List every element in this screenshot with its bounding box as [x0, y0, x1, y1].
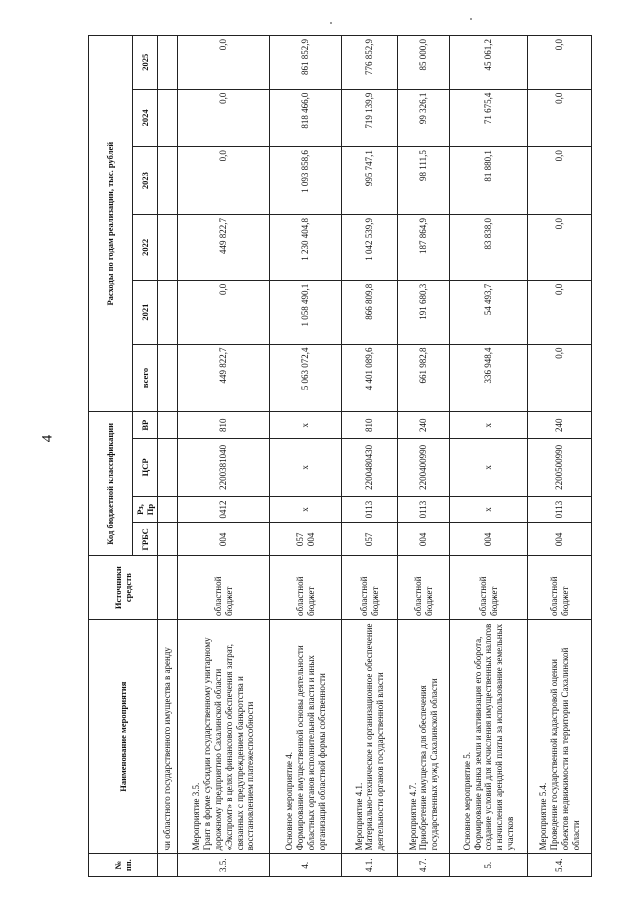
row-name: Мероприятие 5.4. Проведение государственной кадастровой оценки объектов недвижимости на территории Сахалинской области: [528, 620, 592, 854]
header-name: Наименование мероприятия: [89, 620, 158, 854]
row-2024: 818 466,0: [270, 89, 342, 147]
row-total: 4 401 089,6: [342, 344, 398, 412]
header-source: Источники средств: [89, 556, 158, 620]
row-source: областной бюджет: [178, 556, 270, 620]
row-source: областной бюджет: [450, 556, 528, 620]
row-2022: 449 822,7: [178, 215, 270, 281]
row-number: 4.: [270, 854, 342, 877]
row-number: 3.5.: [178, 854, 270, 877]
row-vr: 240: [398, 412, 450, 439]
row-2023: 98 111,5: [398, 147, 450, 215]
row-rz: 0113: [528, 496, 592, 523]
row-vr: 810: [342, 412, 398, 439]
header-grbs: ГРБС: [133, 523, 158, 556]
header-kbk: Код бюджетной классификации: [89, 412, 133, 556]
header-2021: 2021: [133, 280, 158, 344]
row-rz: 0412: [178, 496, 270, 523]
row-rz: 0113: [342, 496, 398, 523]
row-2024: 99 326,1: [398, 89, 450, 147]
header-2025: 2025: [133, 36, 158, 90]
row-grbs: 057: [342, 523, 398, 556]
row-2021: 0,0: [528, 280, 592, 344]
table-row: [528, 36, 592, 877]
row-number: 4.1.: [342, 854, 398, 877]
table-row: [178, 36, 270, 877]
row-2025: 861 852,9: [270, 36, 342, 90]
row-total: 661 982,8: [398, 344, 450, 412]
row-2022: 83 838,0: [450, 215, 528, 281]
table-row: [450, 36, 528, 877]
row-csr: 2200400990: [398, 439, 450, 497]
header-2024: 2024: [133, 89, 158, 147]
row-2021: 191 680,3: [398, 280, 450, 344]
row-2024: 719 139,9: [342, 89, 398, 147]
header-total: всего: [133, 344, 158, 412]
row-2022: 1 042 539,9: [342, 215, 398, 281]
row-number: 5.4.: [528, 854, 592, 877]
row-total: 449 822,7: [178, 344, 270, 412]
row-rz: 0113: [398, 496, 450, 523]
header-csr: ЦСР: [133, 439, 158, 497]
row-2021: 54 493,7: [450, 280, 528, 344]
row-name: Мероприятие 4.7. Приобретение имущества для обеспечения государственных нужд Сахалинской области: [398, 620, 450, 854]
row-2025: 0,0: [178, 36, 270, 90]
row-number: 4.7.: [398, 854, 450, 877]
table-row: [342, 36, 398, 877]
row-total: 336 948,4: [450, 344, 528, 412]
row-total: 0,0: [528, 344, 592, 412]
row-source: областной бюджет: [342, 556, 398, 620]
row-name: Основное мероприятие 5. Формирование рынка земли и активизация его оборота, создание условий для исчисления имущественных налогов и начисления арендной платы за использование земельных участков: [450, 620, 528, 854]
row-rz: х: [450, 496, 528, 523]
row-csr: х: [270, 439, 342, 497]
row-csr: 2200480430: [342, 439, 398, 497]
row-2024: 0,0: [528, 89, 592, 147]
row-2022: 0,0: [528, 215, 592, 281]
header-rz: Рз, Пр: [133, 496, 158, 523]
header-vr: ВР: [133, 412, 158, 439]
row-2024: 0,0: [178, 89, 270, 147]
row-grbs: 057 004: [270, 523, 342, 556]
row-2025: 776 852,9: [342, 36, 398, 90]
header-2022: 2022: [133, 215, 158, 281]
row-2024: 71 675,4: [450, 89, 528, 147]
page-number: 4: [39, 434, 56, 443]
row-2023: 1 093 858,6: [270, 147, 342, 215]
row-name: Мероприятие 4.1. Материально-техническое и организационное обеспечение деятельности органов государственной власти: [342, 620, 398, 854]
continuation-row: [158, 36, 178, 877]
row-csr: 2200500990: [528, 439, 592, 497]
budget-table-rotated: [88, 35, 581, 877]
row-rz: х: [270, 496, 342, 523]
row-2022: 1 230 404,8: [270, 215, 342, 281]
row-vr: х: [450, 412, 528, 439]
row-2021: 1 058 490,1: [270, 280, 342, 344]
row-2023: 81 880,1: [450, 147, 528, 215]
row-2025: 45 061,2: [450, 36, 528, 90]
row-2025: 0,0: [528, 36, 592, 90]
table-row: [270, 36, 342, 877]
row-2022: 187 864,9: [398, 215, 450, 281]
row-vr: 810: [178, 412, 270, 439]
row-2025: 85 000,0: [398, 36, 450, 90]
row-2023: 0,0: [178, 147, 270, 215]
row-2023: 0,0: [528, 147, 592, 215]
budget-table: [88, 35, 592, 877]
row-2023: 995 747,1: [342, 147, 398, 215]
row-grbs: 004: [178, 523, 270, 556]
rotated-page-area: [88, 0, 633, 904]
continuation-text: чи областного государственного имущества в аренду: [158, 620, 178, 854]
row-grbs: 004: [398, 523, 450, 556]
row-csr: 2200381040: [178, 439, 270, 497]
row-name: Основное мероприятие 4. Формирование имущественной основы деятельности областных органов исполнительной власти и иных организаций областной формы собственности: [270, 620, 342, 854]
header-expenses: Расходы по годам реализации, тыс. рублей: [89, 36, 133, 412]
row-source: областной бюджет: [270, 556, 342, 620]
row-source: областной бюджет: [398, 556, 450, 620]
row-name: Мероприятие 3.5. Грант в форме субсидии государственному унитарному дорожному предприятию Сахалинской области «Экспромт» в целях финансового обеспечения затрат, связанных с предупреждением банкротства и восстановлением платежеспособности: [178, 620, 270, 854]
table-row: [398, 36, 450, 877]
row-vr: 240: [528, 412, 592, 439]
header-2023: 2023: [133, 147, 158, 215]
row-source: областной бюджет: [528, 556, 592, 620]
row-2021: 0,0: [178, 280, 270, 344]
row-2021: 866 809,8: [342, 280, 398, 344]
row-csr: х: [450, 439, 528, 497]
row-number: 5.: [450, 854, 528, 877]
row-grbs: 004: [450, 523, 528, 556]
row-grbs: 004: [528, 523, 592, 556]
row-vr: х: [270, 412, 342, 439]
row-total: 5 063 072,4: [270, 344, 342, 412]
header-num: № пп.: [89, 854, 158, 877]
